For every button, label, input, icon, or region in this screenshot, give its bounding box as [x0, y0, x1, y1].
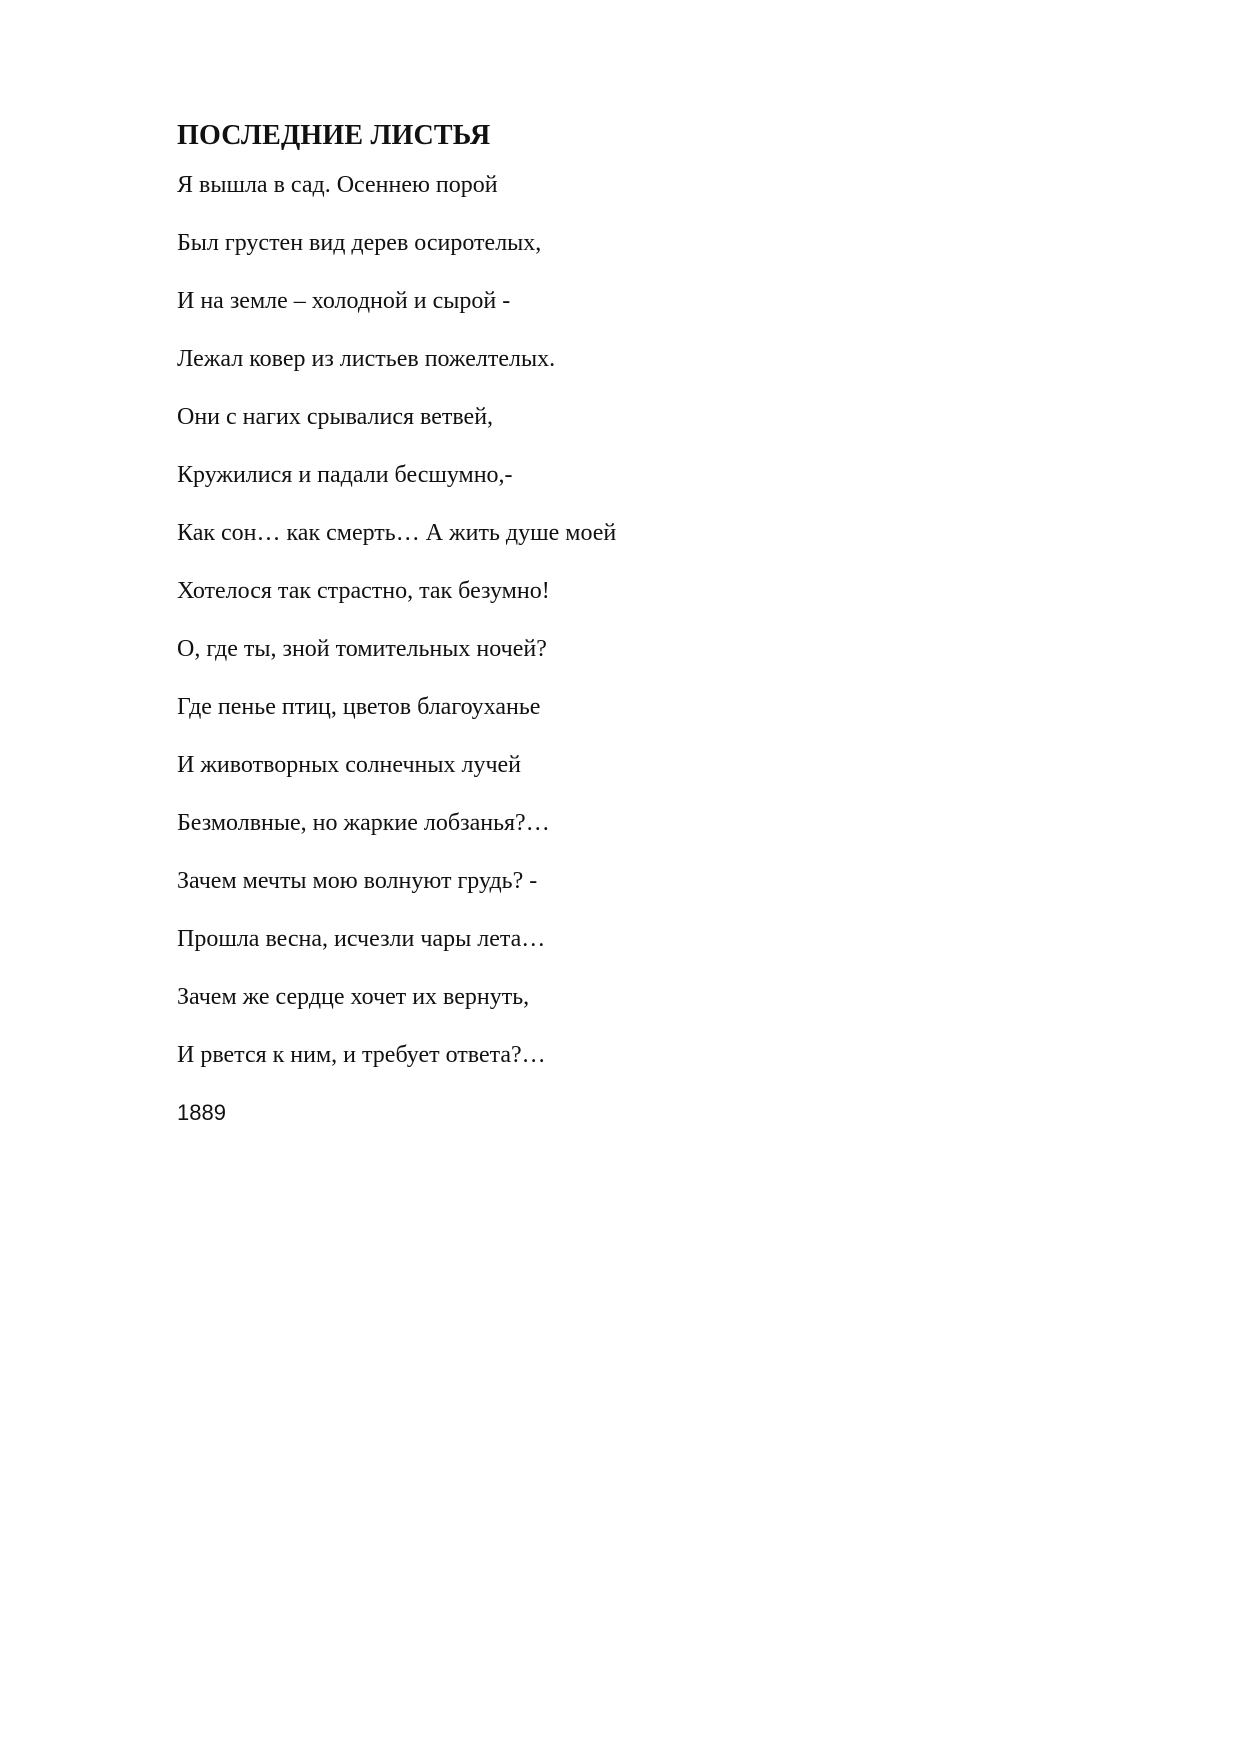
poem-line: Хотелося так страстно, так безумно!	[177, 578, 550, 604]
poem-line: Зачем же сердце хочет их вернуть,	[177, 984, 530, 1010]
poem-line: Они с нагих срывалися ветвей,	[177, 404, 494, 430]
poem-line: И животворных солнечных лучей	[177, 752, 522, 778]
poem	[177, 116, 1077, 1128]
poem-line: Кружилися и падали бесшумно,-	[177, 462, 513, 488]
poem-line: Где пенье птиц, цветов благоуханье	[177, 694, 541, 720]
poem-line: Как сон… как смерть… А жить душе моей	[177, 520, 617, 546]
poem-line: Был грустен вид дерев осиротелых,	[177, 230, 542, 256]
poem-line: И рвется к ним, и требует ответа?…	[177, 1042, 546, 1068]
poem-line: О, где ты, зной томительных ночей?	[177, 636, 547, 662]
poem-line: Прошла весна, исчезли чары лета…	[177, 926, 546, 952]
poem-line: Я вышла в сад. Осеннею порой	[177, 172, 498, 198]
poem-year: 1889	[177, 1100, 226, 1125]
poem-lines	[177, 170, 1077, 1070]
poem-line: Безмолвные, но жаркие лобзанья?…	[177, 810, 550, 836]
poem-line: Лежал ковер из листьев пожелтелых.	[177, 346, 556, 372]
poem-line: И на земле – холодной и сырой -	[177, 288, 511, 314]
poem-line: Зачем мечты мою волнуют грудь? -	[177, 868, 538, 894]
poem-title: ПОСЛЕДНИЕ ЛИСТЬЯ	[177, 120, 491, 151]
